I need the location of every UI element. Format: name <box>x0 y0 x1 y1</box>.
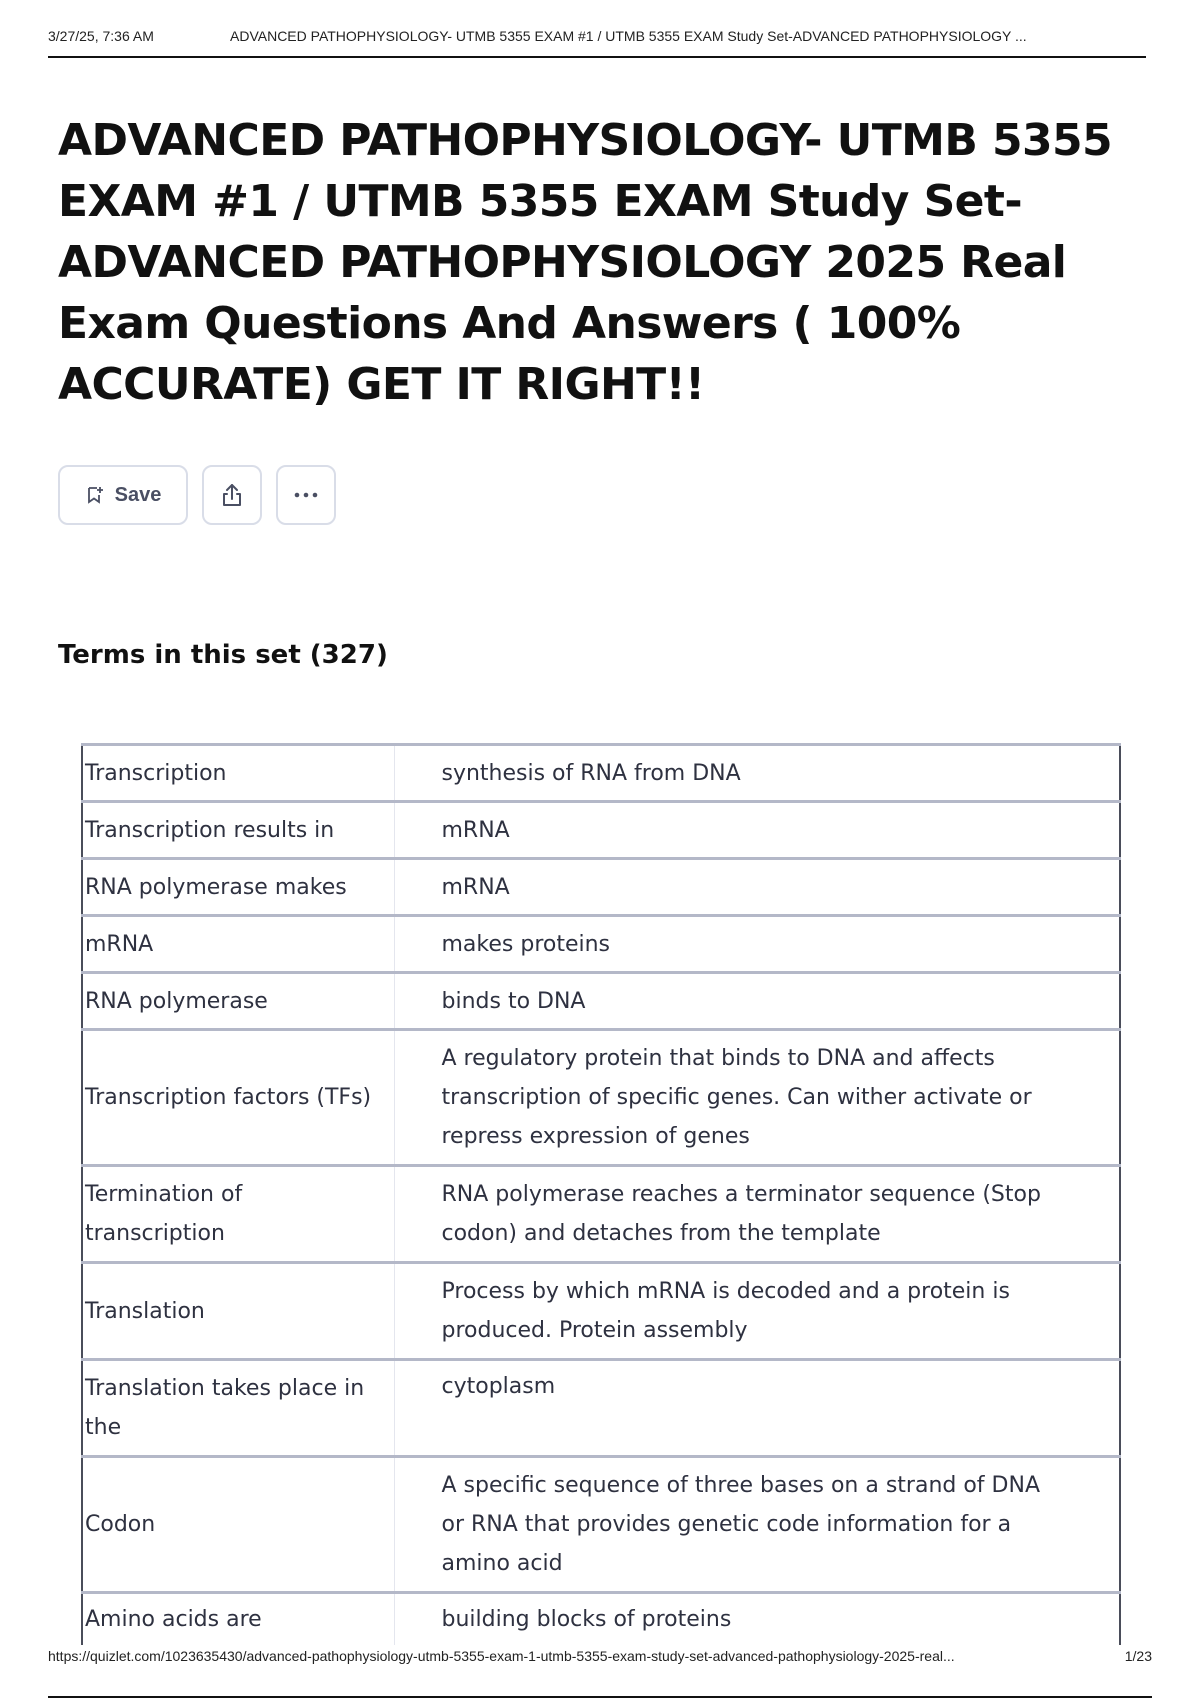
table-row <box>82 1263 1120 1360</box>
definition-cell: RNA polymerase reaches a terminator sequence (Stop codon) and detaches from the template <box>394 1166 1120 1263</box>
print-timestamp: 3/27/25, 7:36 AM <box>48 28 154 44</box>
term-cell: Termination of transcription <box>82 1166 394 1263</box>
table-row <box>82 916 1120 973</box>
action-bar <box>58 465 336 525</box>
definition-cell: A specific sequence of three bases on a strand of DNA or RNA that provides genetic code information for a amino acid <box>394 1457 1120 1593</box>
terms-table <box>81 743 1121 1645</box>
term-cell: Translation takes place in the <box>82 1360 394 1457</box>
definition-cell: A regulatory protein that binds to DNA and affects transcription of specific genes. Can wither activate or repress expression of genes <box>394 1030 1120 1166</box>
definition-cell: synthesis of RNA from DNA <box>394 745 1120 802</box>
term-cell: Amino acids are <box>82 1593 394 1646</box>
share-icon <box>218 481 246 509</box>
definition-cell: makes proteins <box>394 916 1120 973</box>
definition-cell: cytoplasm <box>394 1360 1120 1457</box>
save-button[interactable] <box>58 465 188 525</box>
page-number: 1/23 <box>1124 1648 1152 1664</box>
definition-cell: Process by which mRNA is decoded and a protein is produced. Protein assembly <box>394 1263 1120 1360</box>
table-row <box>82 1360 1120 1457</box>
term-cell: Translation <box>82 1263 394 1360</box>
definition-cell: mRNA <box>394 802 1120 859</box>
table-row <box>82 973 1120 1030</box>
share-button[interactable] <box>202 465 262 525</box>
table-row <box>82 1030 1120 1166</box>
term-cell: Codon <box>82 1457 394 1593</box>
page-title: ADVANCED PATHOPHYSIOLOGY- UTMB 5355 EXAM #1 / UTMB 5355 EXAM Study Set-ADVANCED PATHOPHYSIOLOGY 2025 Real Exam Questions And Answers ( 100% ACCURATE) GET IT RIGHT!! <box>58 115 1113 410</box>
definition-cell: binds to DNA <box>394 973 1120 1030</box>
print-document-title: ADVANCED PATHOPHYSIOLOGY- UTMB 5355 EXAM #1 / UTMB 5355 EXAM Study Set-ADVANCED PATHOPHYSIOLOGY ... <box>230 28 1027 44</box>
term-cell: Transcription results in <box>82 802 394 859</box>
term-cell: Transcription <box>82 745 394 802</box>
table-row <box>82 1457 1120 1593</box>
term-cell: RNA polymerase makes <box>82 859 394 916</box>
table-row <box>82 802 1120 859</box>
definition-cell: mRNA <box>394 859 1120 916</box>
definition-cell: building blocks of proteins <box>394 1593 1120 1646</box>
print-footer <box>48 1648 1152 1698</box>
print-header <box>48 28 1146 58</box>
more-horizontal-icon <box>292 491 320 499</box>
table-row <box>82 1593 1120 1646</box>
save-label: Save <box>114 483 162 506</box>
print-url: https://quizlet.com/1023635430/advanced-pathophysiology-utmb-5355-exam-1-utmb-5355-exam-study-set-advanced-pathophysiology-2025-real... <box>48 1648 955 1664</box>
table-row <box>82 859 1120 916</box>
terms-heading: Terms in this set (327) <box>58 640 388 670</box>
more-options-button[interactable] <box>276 465 336 525</box>
bookmark-add-icon <box>85 485 105 505</box>
term-cell: mRNA <box>82 916 394 973</box>
table-row <box>82 745 1120 802</box>
term-cell: RNA polymerase <box>82 973 394 1030</box>
table-row <box>82 1166 1120 1263</box>
term-cell: Transcription factors (TFs) <box>82 1030 394 1166</box>
